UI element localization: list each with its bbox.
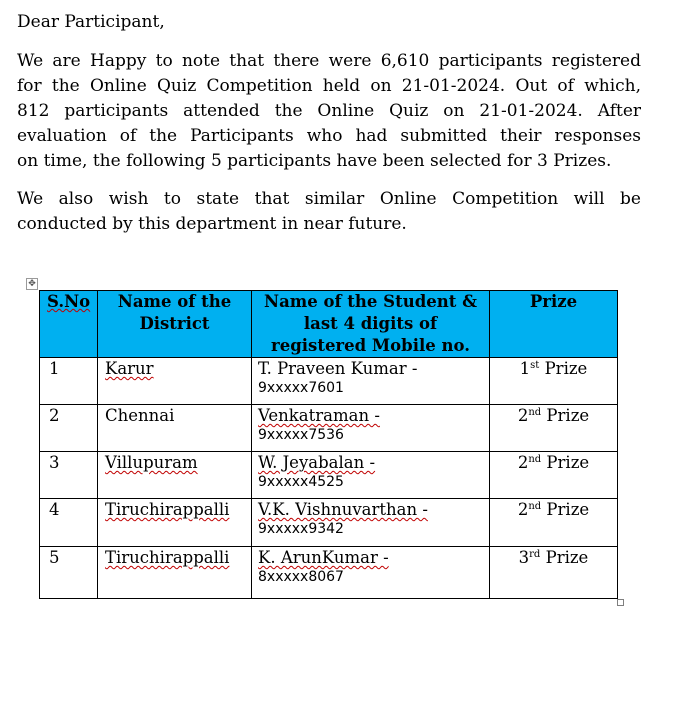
cell-prize: 2nd Prize	[490, 452, 618, 499]
header-sno: S.No	[40, 291, 98, 358]
table-move-handle-icon[interactable]: ✥	[26, 278, 38, 290]
table-resize-handle[interactable]	[617, 599, 624, 606]
paragraph-line: conducted by this department in near future.	[17, 214, 407, 234]
table-row	[40, 547, 618, 599]
cell-district: Karur	[98, 358, 252, 405]
paragraph-results	[17, 49, 641, 174]
paragraph-line: for the Online Quiz Competition held on 21-01-2024. Out of which,	[17, 76, 641, 96]
table-row	[40, 499, 618, 547]
cell-student: K. ArunKumar - 8xxxxx8067	[252, 547, 490, 599]
cell-sno: 2	[40, 405, 98, 452]
paragraph-line: evaluation of the Participants who had submitted their responses	[17, 126, 641, 146]
cell-district: Chennai	[98, 405, 252, 452]
cell-district: Villupuram	[98, 452, 252, 499]
cell-prize: 1st Prize	[490, 358, 618, 405]
paragraph-line: We also wish to state that similar Online Competition will be	[17, 189, 641, 209]
greeting: Dear Participant,	[17, 12, 165, 32]
paragraph-future	[17, 187, 641, 237]
cell-prize: 2nd Prize	[490, 405, 618, 452]
mobile-number: 9xxxxx9342	[258, 521, 344, 537]
cell-student: T. Praveen Kumar - 9xxxxx7601	[252, 358, 490, 405]
cell-district: Tiruchirappalli	[98, 547, 252, 599]
cell-prize: 3rd Prize	[490, 547, 618, 599]
header-student: Name of the Student & last 4 digits of registered Mobile no.	[252, 291, 490, 358]
mobile-number: 9xxxxx4525	[258, 474, 344, 490]
mobile-number: 8xxxxx8067	[258, 569, 344, 585]
table-header-row	[40, 291, 618, 358]
cell-student: W. Jeyabalan - 9xxxxx4525	[252, 452, 490, 499]
header-prize: Prize	[490, 291, 618, 358]
cell-district: Tiruchirappalli	[98, 499, 252, 547]
paragraph-line: on time, the following 5 participants have been selected for 3 Prizes.	[17, 151, 612, 171]
cell-student: V.K. Vishnuvarthan - 9xxxxx9342	[252, 499, 490, 547]
cell-sno: 4	[40, 499, 98, 547]
table-row	[40, 452, 618, 499]
cell-sno: 5	[40, 547, 98, 599]
cell-sno: 1	[40, 358, 98, 405]
mobile-number: 9xxxxx7536	[258, 427, 344, 443]
mobile-number: 9xxxxx7601	[258, 380, 344, 396]
winners-table	[39, 290, 618, 599]
cell-student: Venkatraman - 9xxxxx7536	[252, 405, 490, 452]
table-row	[40, 358, 618, 405]
paragraph-line: 812 participants attended the Online Quiz on 21-01-2024. After	[17, 101, 641, 121]
paragraph-line: We are Happy to note that there were 6,610 participants registered	[17, 51, 641, 71]
table-row	[40, 405, 618, 452]
cell-sno: 3	[40, 452, 98, 499]
cell-prize: 2nd Prize	[490, 499, 618, 547]
header-district: Name of the District	[98, 291, 252, 358]
